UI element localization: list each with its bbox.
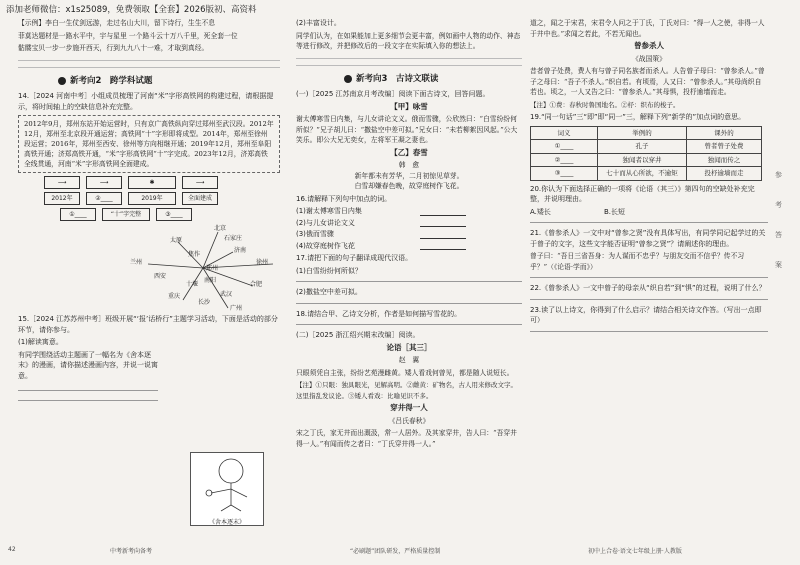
answer-line <box>18 60 280 61</box>
section-heading: 新考向3 古诗文联读 <box>344 74 522 85</box>
column-right <box>530 16 768 337</box>
table-cell[interactable]: ②____ <box>531 153 598 167</box>
cartoon-drawing-icon <box>191 453 263 513</box>
timeline-stage: “十”字完整 <box>102 208 150 221</box>
answer-line <box>296 324 522 325</box>
column-middle <box>296 16 522 451</box>
option-b[interactable]: B.长短 <box>604 207 626 216</box>
intro-text-2: 骷髅宝贝一步一步施开西天，行到九九八十一难，才取到真经。 <box>18 44 209 52</box>
question-17: 17.请把下面的句子翻译成现代汉语。 <box>296 254 413 262</box>
map-city: 合肥 <box>250 281 263 288</box>
railway-map <box>18 224 280 312</box>
table-cell[interactable]: ①____ <box>531 140 598 154</box>
table-header <box>531 126 762 140</box>
vocab-table <box>530 126 762 181</box>
passage-c-author: 赵 翼 <box>398 356 420 364</box>
table-row <box>531 153 762 167</box>
answer-blank[interactable] <box>420 230 466 239</box>
map-city: 武汉 <box>220 291 233 298</box>
timeline-arrow-icon: ⟶ <box>86 176 122 189</box>
table-cell[interactable]: ③____ <box>531 167 598 181</box>
passage-e: 昔者曾子处费，费人有与曾子同名族者而杀人。人告曾子母曰：“曾参杀人。”曾子之母曰：“吾子不杀人。”织自若。有顷焉，人又曰：“曾参杀人。”其母尚织自若也。顷之，一人又告之曰：“曾参杀人。”其母惧，投杼逾墙而走。 <box>530 67 765 96</box>
passage-a: 谢太傅寒雪日内集，与儿女讲论文义。俄而雪骤，公欣然曰：“白雪纷纷何所似？”兄子胡儿曰：“撒盐空中差可拟。”兄女曰：“未若柳絮因风起。”公大笑乐。即公大兄无奕女，左将军王凝之妻也。 <box>296 115 518 144</box>
timeline-year: 2012年 <box>44 192 80 205</box>
cartoon-image <box>190 452 264 526</box>
question-22: 22.《曾参杀人》一文中曾子的母亲从“织自若”到“惧”的过程，说明了什么？ <box>530 284 766 292</box>
top-text: 道之，闻之于宋君，宋君令人问之于丁氏，丁氏对曰：“得一人之使，非得一人于井中也。”求闻之若此，不若无闻也。 <box>530 19 765 38</box>
table-cell: 独闻而传之 <box>687 153 762 167</box>
option-a[interactable]: A.矮长 <box>530 207 551 216</box>
map-city: 长沙 <box>198 299 211 306</box>
passage-c-title: 论语［其三］ <box>386 342 432 352</box>
footer-right: 初中上合卷·语文七年级上册·人教版 <box>588 548 682 555</box>
footer-left: 中考新考向备考 <box>110 548 153 555</box>
side-char: 考 <box>775 201 782 209</box>
answer-line <box>530 277 768 278</box>
map-city: 徐州 <box>256 259 269 266</box>
map-city: 济南 <box>234 247 247 254</box>
question-15: 15.［2024 江苏苏州中考］班级开展“‘报’话桥行”主题学习活动，下面是活动的部分环节，请你参与。 <box>18 315 278 334</box>
map-city: 南阳 <box>204 277 217 284</box>
question-14: 14.［2024 河南中考］小组成员梳理了河南“米”字形高铁网的构建过程，请根据提示，将时间轴上的空缺信息补充完整。 <box>18 92 274 111</box>
side-char: 答 <box>775 231 782 239</box>
q20-options <box>530 207 768 218</box>
map-city: 十堰 <box>186 281 199 288</box>
side-tab <box>775 170 789 270</box>
map-city: 兰州 <box>130 259 143 266</box>
passage-c: 只眼须凭自主张，纷纷艺苑漫雌黄。矮人看戏何曾见，都是随人说短长。 <box>296 368 514 377</box>
answer-line <box>18 400 158 401</box>
footer-middle: “必刷题”团队研发，严格质量控制 <box>350 548 441 555</box>
answer-line <box>530 222 768 223</box>
map-city: 重庆 <box>168 293 181 300</box>
timeline-blank[interactable]: ②____ <box>86 192 122 205</box>
table-cell: 课外的 <box>687 126 762 140</box>
passage-d: 宋之丁氏，家无井而出溉汲，常一人居外。及其家穿井，告人曰：“吾穿井得一人。”有闻而传之者曰：“丁氏穿井得一人。” <box>296 429 517 448</box>
timeline-row-3 <box>60 208 280 221</box>
q14-passage: 2012年9月，郑州东站开始运营时，只有京广高铁纵向穿过郑州至武汉段。2012年12月，郑州至北京段开通运营；高铁网“十”字形即将成型。2014年，郑州至徐州段运营；2016年，郑州至西安、徐州等方向相继开通；2019年12月，郑州至阜阳高铁开通；济郑高铁开通，“米”字形高铁网“十”字完成。2023年12月，济郑高铁全线贯通，河南“米”字形高铁网全面建成。 <box>18 115 280 173</box>
q15-sub: (1)解读寓意。 <box>18 338 63 346</box>
q17-item: (2)撒盐空中差可拟。 <box>296 288 362 296</box>
map-city: 郑州 <box>206 265 219 272</box>
map-city: 北京 <box>214 225 227 232</box>
table-cell: 孔子 <box>598 140 687 154</box>
answer-line <box>18 67 280 68</box>
answer-blank[interactable] <box>420 241 466 250</box>
cartoon-caption: 《舍本逐末》 <box>208 519 245 526</box>
answer-line <box>530 299 768 300</box>
table-cell: 词义 <box>531 126 598 140</box>
example-text: 【示例】李白一生仗剑远游，走过名山大川，留下诗行，生生不息 <box>18 19 216 27</box>
passage-e-title: 曾参杀人 <box>634 41 664 50</box>
q15-text: 有同学围绕活动主题画了一幅名为《舍本逐末》的漫画，请你描述漫画内容，并说一说寓意。 <box>18 350 158 380</box>
table-row <box>531 167 762 181</box>
answer-line <box>296 303 522 304</box>
passage-d-title: 穿井得一人 <box>390 403 428 412</box>
intro-text: 菲莫达题材是一路水平中，宇与星里 一个路斗云十万八千里，死全套一位 <box>18 31 238 40</box>
map-city: 石家庄 <box>224 235 243 242</box>
q16-item: (4)故穿庭树作飞花 <box>296 241 522 252</box>
page-number: 42 <box>8 546 16 553</box>
q17-item: (1)白雪纷纷何所似？ <box>296 266 362 275</box>
q16-item: (1)谢太傅寒雪日内集 <box>296 206 522 217</box>
question-20: 20.你认为下面选择正确的一项将《论语（其三）》第四句的空缺处补充完整，并说明理由。 <box>530 184 755 203</box>
table-cell: 独闻者以穿井 <box>598 153 687 167</box>
timeline-blank[interactable]: ③____ <box>156 208 192 221</box>
passage-c-note: 【注】①只眼：独具眼光，见解高明。②雌黄：矿物名，古人用来修改文字。这里指乱发议论。③矮人看戏：比喻见识不多。 <box>296 381 517 400</box>
passage-b-line: 白雪却嫌春色晚，故穿庭树作飞花。 <box>354 182 464 190</box>
side-char: 参 <box>775 171 782 179</box>
watermark: 添加老师微信：x1s25089，免费领取【全套】2026版初、高资料 <box>6 5 257 15</box>
question-21: 21.《曾参杀人》一文中对“曾参之贤”没有具体写出，有同学同记起学过的关于曾子的文字，这些文字能否证明“曾参之贤”？请阐述你的理由。 <box>530 229 766 248</box>
timeline-arrow-icon: ⟶ <box>182 176 218 189</box>
q16-item: (2)与儿女讲论文义 <box>296 218 522 229</box>
answer-line <box>296 65 522 66</box>
table-row <box>531 140 762 154</box>
map-city: 西安 <box>154 273 167 280</box>
table-cell: 曾者曾子处费 <box>687 140 762 154</box>
part-2-title: (二)［2025 浙江绍兴期末改编］阅读。 <box>296 331 420 339</box>
table-cell: 投杼逾墙而走 <box>687 167 762 181</box>
column-left <box>18 16 280 410</box>
timeline-stage: 全面建成 <box>182 192 218 205</box>
answer-line <box>530 331 768 332</box>
passage-a-title: 【甲】咏雪 <box>390 101 428 111</box>
part-1-title: (一)［2025 江苏南京月考改编］阅读下面古诗文，回答问题。 <box>296 90 490 98</box>
timeline-year: 2019年 <box>128 192 176 205</box>
side-char: 案 <box>775 261 782 269</box>
q16-item: (3)俄而雪骤 <box>296 229 522 240</box>
question-19: 19.“同一句话”三“即”即“同一”三，解释下列“新学的”加点词的意思。 <box>530 113 746 121</box>
timeline-blank[interactable]: ①____ <box>60 208 96 221</box>
timeline-arrow-icon: ✱ <box>128 176 176 189</box>
table-cell: 举例的 <box>598 126 687 140</box>
answer-blank[interactable] <box>420 218 466 227</box>
passage-b-author: 韩 愈 <box>398 161 420 169</box>
top-text-2: 同学们认为，在如果能加上更多细节会更丰富，例如画中人物的动作、神态等进行修改，并把修改后的一段文字在实际填入你的想法上。 <box>296 31 521 50</box>
timeline-row-1 <box>44 176 280 189</box>
question-23: 23.读了以上诗文，你得到了什么启示？请结合相关诗文作答。（写出一点即可） <box>530 305 762 324</box>
passage-d-source: 《吕氏春秋》 <box>388 416 430 425</box>
bullet-icon <box>344 75 352 83</box>
answer-blank[interactable] <box>420 207 466 216</box>
answer-line <box>18 390 158 391</box>
question-16: 16.请解释下列句中加点的词。 <box>296 194 392 203</box>
q21-quote: 曾子曰：“吾日三省吾身：为人谋而不忠乎？与朋友交而不信乎？传不习乎？”（《论语·学而》） <box>530 252 745 271</box>
map-city: 广州 <box>230 305 243 312</box>
timeline-arrow-icon: ⟶ <box>44 176 80 189</box>
answer-line <box>296 281 522 282</box>
passage-b-line: 新年都未有芳华，二月初惊见草芽。 <box>354 171 464 180</box>
question-18: 18.请结合甲、乙诗文分析，作者是如何描写雪花的。 <box>296 309 462 318</box>
passage-e-source: 《战国策》 <box>632 54 666 63</box>
table-cell: 七十而从心所欲，不逾矩 <box>598 167 687 181</box>
timeline-row-2 <box>44 192 280 205</box>
answer-line <box>296 58 522 59</box>
passage-e-note: 【注】①费：春秋时鲁国地名。②杼：织布的梭子。 <box>530 100 680 109</box>
map-city: 太原 <box>170 237 183 244</box>
section-heading: 新考向2 跨学科试题 <box>58 76 280 87</box>
passage-b-title: 【乙】春雪 <box>390 147 428 157</box>
map-city: 焦作 <box>188 251 201 258</box>
bullet-icon <box>58 77 66 85</box>
top-text: (2)丰富设计。 <box>296 19 341 27</box>
